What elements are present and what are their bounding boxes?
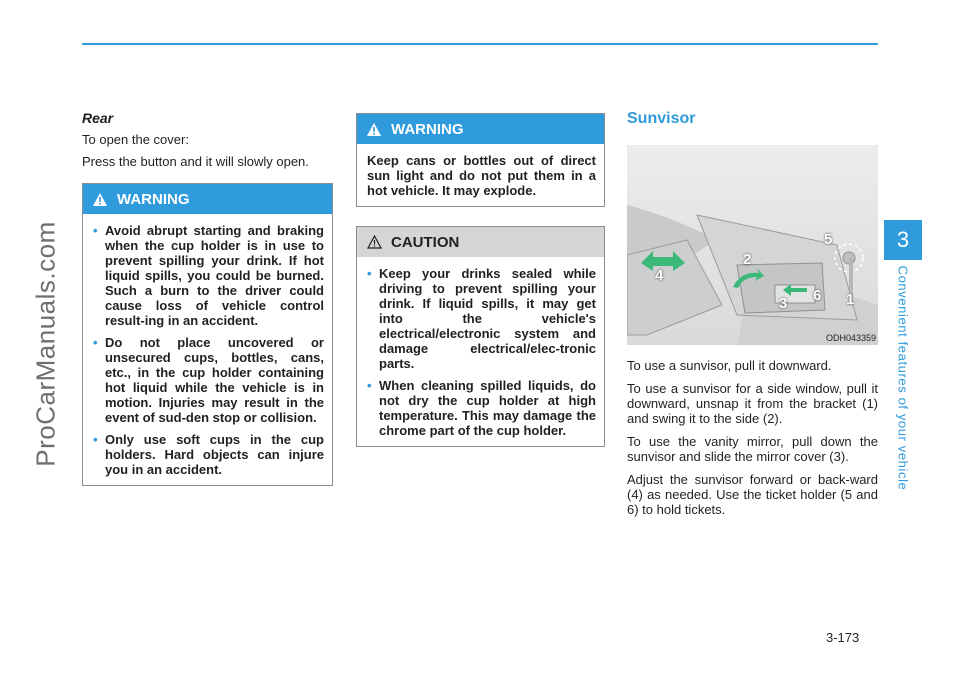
warning-title: WARNING [391, 120, 464, 138]
sunvisor-paragraph-3: To use the vanity mirror, pull down the sunvisor and slide the mirror cover (3). [627, 434, 878, 464]
warning-triangle-icon [357, 123, 391, 136]
caution-header [357, 227, 604, 257]
caution-title: CAUTION [391, 233, 460, 251]
callout-2: 2 [743, 251, 752, 268]
bullet-icon: • [367, 378, 372, 393]
chapter-tab: 3 [884, 220, 922, 260]
sunvisor-paragraph-2: To use a sunvisor for a side window, pull it downward, unsnap it from the bracket (1) and swing it to the side (2). [627, 381, 878, 426]
top-rule [82, 43, 878, 45]
rear-heading: Rear [82, 110, 114, 126]
callout-1: 1 [846, 291, 855, 308]
callout-3: 3 [779, 295, 788, 312]
list-item: • When cleaning spilled liquids, do not dry the cup holder at high temperature. This may damage the chrome part of the cup holder. [367, 378, 596, 438]
list-item: • Avoid abrupt starting and braking when the cup holder is in use to prevent spilling your drink. If hot liquid spills, you could be burned. Such a burn to the driver could cause loss of vehicle control result-ing in an accident. [93, 223, 324, 328]
side-watermark: ProCarManuals.com [30, 221, 61, 467]
warning-box-cup-holder [82, 183, 333, 486]
bullet-icon: • [93, 335, 98, 350]
warning-header [357, 114, 604, 144]
bullet-icon: • [93, 432, 98, 447]
callout-6: 6 [813, 287, 822, 304]
page-number: 3-173 [826, 630, 860, 645]
warning-box-cans [356, 113, 605, 207]
callout-4: 4 [655, 267, 664, 284]
warning-header [83, 184, 332, 214]
callout-5: 5 [824, 231, 833, 248]
bullet-icon: • [367, 266, 372, 281]
sunvisor-illustration [627, 145, 878, 345]
bullet-icon: • [93, 223, 98, 238]
right-column [627, 110, 878, 525]
arrow-2-icon [731, 267, 765, 289]
warning-triangle-icon [83, 193, 117, 206]
rear-paragraph-1: To open the cover: [82, 132, 189, 147]
rear-paragraph-2: Press the button and it will slowly open. [82, 154, 309, 169]
middle-column [356, 113, 605, 447]
sunvisor-paragraph-4: Adjust the sunvisor forward or back-ward (4) as needed. Use the ticket holder (5 and 6) to hold tickets. [627, 472, 878, 517]
sunvisor-heading: Sunvisor [627, 110, 696, 127]
figure-code: ODH043359 [825, 333, 876, 343]
warning-text: Keep cans or bottles out of direct sun light and do not put them in a hot vehicle. It may explode. [367, 153, 596, 198]
caution-triangle-icon [357, 235, 391, 249]
sunvisor-paragraph-1: To use a sunvisor, pull it downward. [627, 358, 832, 373]
chapter-title: Convenient features of your vehicle [895, 265, 911, 491]
warning-title: WARNING [117, 190, 190, 208]
caution-box [356, 226, 605, 447]
left-column [82, 110, 333, 486]
list-item: • Only use soft cups in the cup holders. Hard objects can injure you in an accident. [93, 432, 324, 477]
list-item: • Do not place uncovered or unsecured cups, bottles, cans, etc., in the cup holder containing hot liquid while the vehicle is in motion. Injuries may result in the event of sud-den stop or collision. [93, 335, 324, 425]
list-item: • Keep your drinks sealed while driving to prevent spilling your drink. If liquid spills, it may get into the vehicle's electrical/electronic system and damage electrical/elec-tronic parts. [367, 266, 596, 371]
